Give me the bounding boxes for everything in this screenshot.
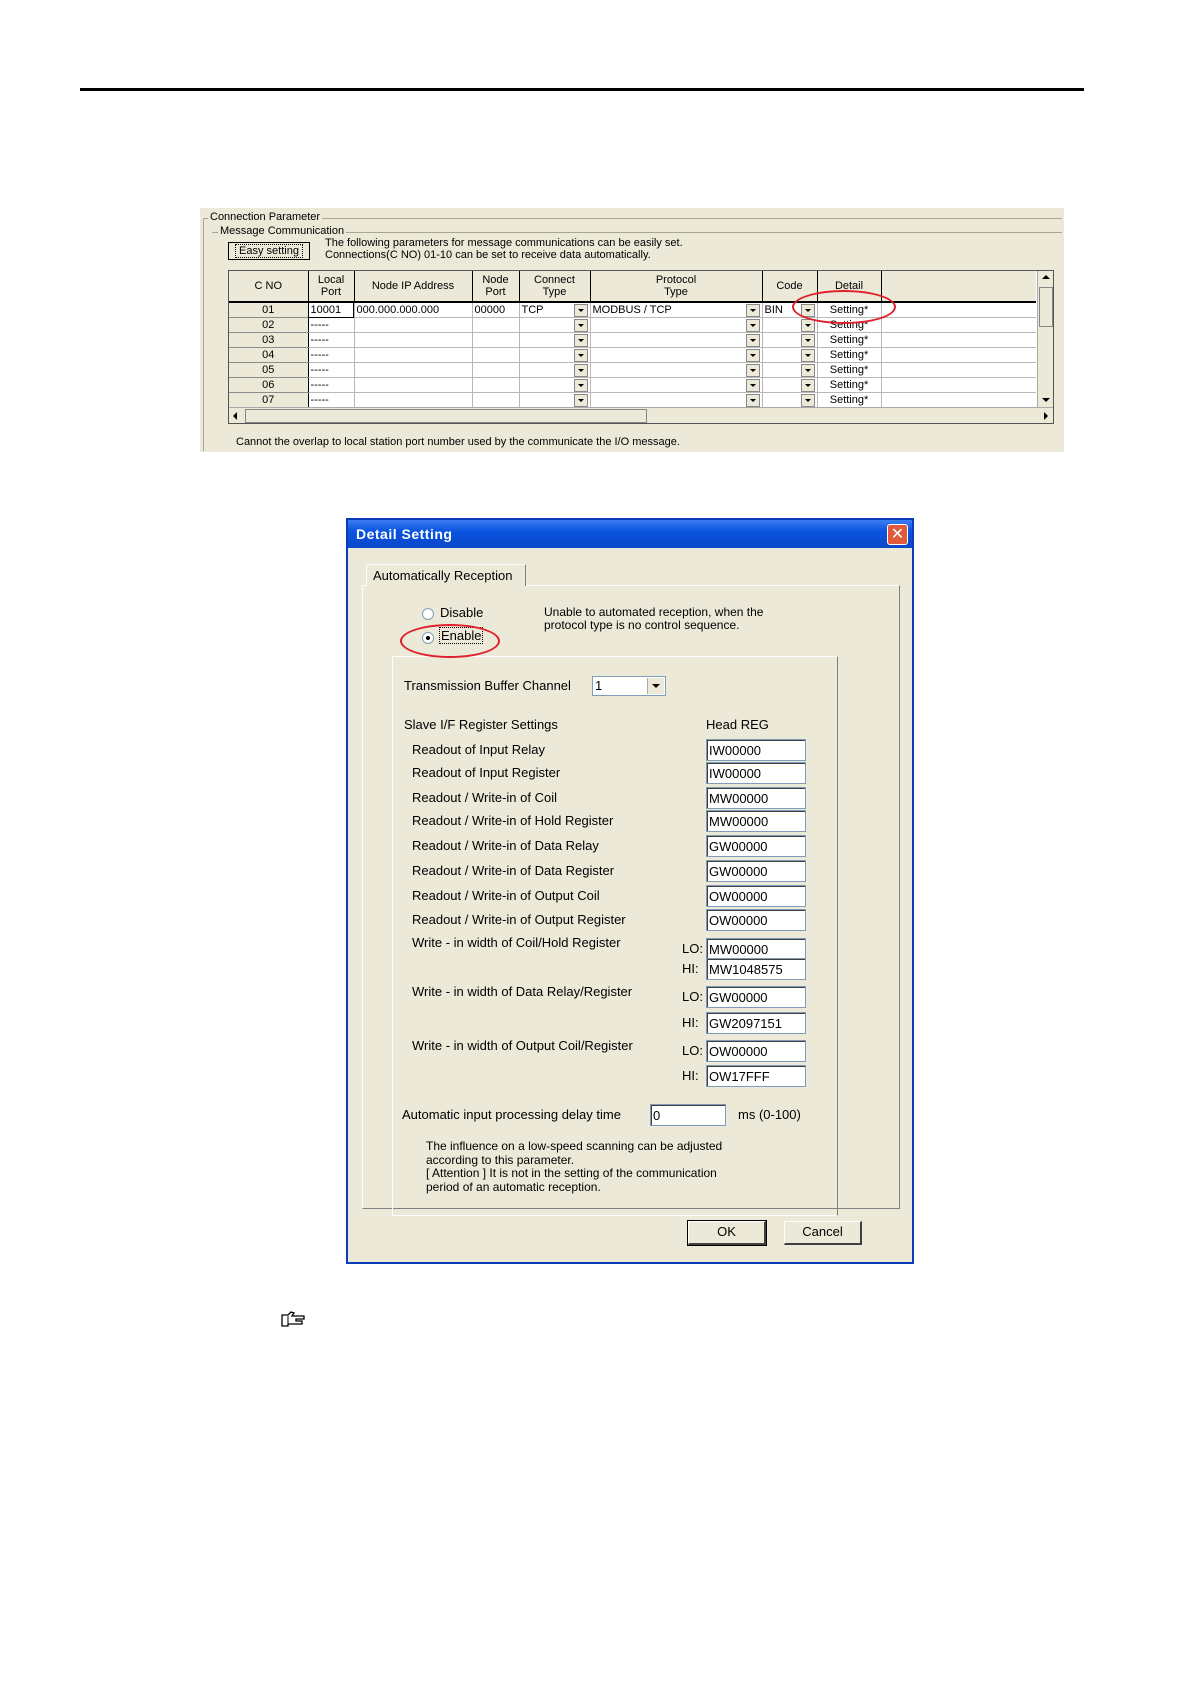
chevron-down-icon[interactable]	[746, 379, 760, 392]
cell-detail[interactable]: Setting*	[817, 302, 881, 318]
chevron-down-icon[interactable]	[746, 319, 760, 332]
header-filler	[881, 271, 1036, 302]
pointing-hand-icon	[280, 1310, 306, 1328]
cell-connect-type[interactable]	[519, 348, 590, 363]
cell-filler	[881, 378, 1036, 393]
cell-node-port[interactable]	[472, 378, 519, 393]
lo-input[interactable]	[706, 986, 806, 1008]
chevron-down-icon[interactable]	[801, 394, 815, 407]
disable-label[interactable]: Disable	[440, 605, 484, 620]
cell-node-port[interactable]	[472, 333, 519, 348]
width-label: Write - in width of Data Relay/Register	[412, 984, 633, 999]
close-icon[interactable]: ✕	[887, 524, 908, 545]
cell-protocol-type[interactable]	[590, 333, 762, 348]
register-label: Readout / Write-in of Data Relay	[412, 838, 599, 853]
description-line-2: Connections(C NO) 01-10 can be set to receive data automatically.	[325, 249, 651, 261]
enable-label-text: Enable	[441, 628, 482, 643]
easy-setting-label: Easy setting	[235, 244, 303, 258]
cell-local-port[interactable]: -----	[308, 393, 354, 408]
header-code: Code	[762, 271, 817, 302]
description-line-1: The following parameters for message communications can be easily set.	[325, 237, 683, 249]
delay-info-line-3: [ Attention ] It is not in the setting of the communication	[426, 1166, 717, 1180]
lo-label: LO:	[682, 989, 703, 1004]
hi-input[interactable]	[706, 958, 806, 980]
hi-label: HI:	[682, 1068, 699, 1083]
port-overlap-note: Cannot the overlap to local station port number used by the communicate the I/O message.	[236, 436, 680, 448]
chevron-down-icon[interactable]	[574, 349, 588, 362]
register-label: Readout / Write-in of Output Register	[412, 912, 626, 927]
chevron-down-icon[interactable]	[647, 678, 664, 694]
cell-filler	[881, 348, 1036, 363]
cell-connect-type[interactable]	[519, 333, 590, 348]
cell-local-port[interactable]: -----	[308, 318, 354, 333]
chevron-down-icon[interactable]	[574, 334, 588, 347]
chevron-down-icon[interactable]	[801, 379, 815, 392]
delay-input[interactable]	[650, 1104, 726, 1126]
cell-local-port[interactable]: 10001	[308, 302, 354, 318]
cell-cno: 02	[229, 318, 308, 333]
chevron-down-icon[interactable]	[574, 379, 588, 392]
hi-label: HI:	[682, 961, 699, 976]
head-reg-label: Head REG	[706, 717, 769, 732]
cell-node-ip[interactable]	[354, 393, 472, 408]
transmission-buffer-label: Transmission Buffer Channel	[404, 678, 571, 693]
register-input[interactable]	[706, 835, 806, 857]
reception-note	[544, 606, 763, 632]
cell-local-port[interactable]: -----	[308, 348, 354, 363]
cell-local-port[interactable]: -----	[308, 378, 354, 393]
chevron-down-icon[interactable]	[746, 364, 760, 377]
cell-protocol-type[interactable]	[590, 318, 762, 333]
horizontal-scroll-thumb[interactable]	[245, 409, 647, 423]
register-label: Readout of Input Relay	[412, 742, 545, 757]
cell-connect-type[interactable]	[519, 378, 590, 393]
scroll-left-icon[interactable]	[229, 408, 243, 423]
cell-protocol-type[interactable]: MODBUS / TCP	[590, 302, 762, 318]
table-row[interactable]	[229, 348, 1036, 363]
header-detail: Detail	[817, 271, 881, 302]
cell-detail[interactable]: Setting*	[817, 333, 881, 348]
table-row[interactable]	[229, 302, 1036, 318]
hi-label: HI:	[682, 1015, 699, 1030]
cell-node-port[interactable]: 00000	[472, 302, 519, 318]
cell-protocol-type[interactable]	[590, 378, 762, 393]
scroll-right-icon[interactable]	[1039, 408, 1053, 423]
dialog-title-bar[interactable]	[348, 520, 912, 548]
cell-local-port[interactable]: -----	[308, 333, 354, 348]
cell-protocol-type[interactable]	[590, 348, 762, 363]
register-input[interactable]	[706, 787, 806, 809]
cell-connect-type[interactable]	[519, 393, 590, 408]
hi-input[interactable]	[706, 1065, 806, 1087]
hi-input[interactable]	[706, 1012, 806, 1034]
lo-input[interactable]	[706, 1040, 806, 1062]
register-label: Readout / Write-in of Hold Register	[412, 813, 614, 828]
cell-connect-type[interactable]	[519, 363, 590, 378]
cell-node-port[interactable]	[472, 348, 519, 363]
cell-filler	[881, 333, 1036, 348]
cell-detail[interactable]: Setting*	[817, 348, 881, 363]
delay-unit: ms (0-100)	[738, 1107, 801, 1122]
register-label: Readout / Write-in of Output Coil	[412, 888, 600, 903]
table-row[interactable]	[229, 318, 1036, 333]
lo-input[interactable]	[706, 938, 806, 960]
cell-connect-type[interactable]	[519, 318, 590, 333]
detail-setting-highlight-oval	[792, 290, 896, 324]
header-node-ip: Node IP Address	[354, 271, 472, 302]
connection-parameter-legend: Connection Parameter	[210, 211, 321, 223]
header-protocol-type: Protocol Type	[590, 271, 762, 302]
delay-label: Automatic input processing delay time	[402, 1107, 621, 1122]
cell-code[interactable]	[762, 333, 817, 348]
cell-local-port[interactable]: -----	[308, 363, 354, 378]
cell-node-ip[interactable]	[354, 363, 472, 378]
register-label: Readout / Write-in of Data Register	[412, 863, 615, 878]
delay-info-line-4: period of an automatic reception.	[426, 1179, 601, 1194]
ok-button[interactable]: OK	[688, 1221, 766, 1245]
header-cno: C NO	[229, 271, 308, 302]
chevron-down-icon[interactable]	[801, 334, 815, 347]
reception-note-line-1: Unable to automated reception, when the	[544, 605, 764, 619]
header-node-port: Node Port	[472, 271, 519, 302]
register-input[interactable]	[706, 909, 806, 931]
scroll-down-icon[interactable]	[1038, 393, 1053, 407]
chevron-down-icon[interactable]	[574, 304, 588, 317]
chevron-down-icon[interactable]	[801, 349, 815, 362]
chevron-down-icon[interactable]	[746, 349, 760, 362]
register-input[interactable]	[706, 885, 806, 907]
table-row[interactable]	[229, 393, 1036, 408]
register-input[interactable]	[706, 810, 806, 832]
connection-grid	[228, 270, 1054, 424]
cell-node-port[interactable]	[472, 318, 519, 333]
lo-label: LO:	[682, 941, 703, 956]
cell-cno: 03	[229, 333, 308, 348]
chevron-down-icon[interactable]	[801, 364, 815, 377]
transmission-buffer-value: 1	[595, 678, 603, 693]
tab-automatically-reception[interactable]: Automatically Reception	[366, 564, 526, 586]
connection-description	[325, 237, 683, 261]
cell-detail[interactable]: Setting*	[817, 363, 881, 378]
cell-cno: 06	[229, 378, 308, 393]
enable-highlight-oval	[400, 624, 500, 658]
vertical-scrollbar[interactable]	[1037, 271, 1053, 407]
chevron-down-icon[interactable]	[574, 394, 588, 407]
cell-filler	[881, 318, 1036, 333]
slave-if-label: Slave I/F Register Settings	[404, 717, 558, 732]
cell-node-ip[interactable]	[354, 318, 472, 333]
register-label: Readout of Input Register	[412, 765, 561, 780]
cell-code[interactable]	[762, 363, 817, 378]
chevron-down-icon[interactable]	[746, 304, 760, 317]
chevron-down-icon[interactable]	[574, 364, 588, 377]
cell-protocol-type[interactable]	[590, 393, 762, 408]
register-input[interactable]	[706, 762, 806, 784]
table-row[interactable]	[229, 333, 1036, 348]
connection-parameter-panel	[200, 208, 1064, 452]
disable-radio[interactable]	[422, 608, 434, 620]
cell-detail[interactable]: Setting*	[817, 393, 881, 408]
table-row[interactable]	[229, 378, 1036, 393]
register-label: Readout / Write-in of Coil	[412, 790, 557, 805]
delay-info-line-1: The influence on a low-speed scanning can be adjusted	[426, 1139, 723, 1153]
width-label: Write - in width of Coil/Hold Register	[412, 935, 621, 950]
cell-code[interactable]: BIN	[762, 302, 817, 318]
chevron-down-icon[interactable]	[746, 394, 760, 407]
reception-note-line-2: protocol type is no control sequence.	[544, 618, 740, 632]
cell-filler	[881, 393, 1036, 408]
register-input[interactable]	[706, 860, 806, 882]
scroll-up-icon[interactable]	[1038, 271, 1053, 285]
cell-code[interactable]	[762, 393, 817, 408]
transmission-buffer-select[interactable]	[592, 676, 666, 696]
connection-table	[229, 271, 1036, 408]
header-local-port: Local Port	[308, 271, 354, 302]
width-label: Write - in width of Output Coil/Register	[412, 1038, 633, 1053]
lo-label: LO:	[682, 1043, 703, 1058]
message-communication-legend: Message Communication	[220, 225, 345, 237]
cell-cno: 05	[229, 363, 308, 378]
cell-detail[interactable]: Setting*	[817, 318, 881, 333]
header-connect-type: Connect Type	[519, 271, 590, 302]
cell-cno: 07	[229, 393, 308, 408]
cell-protocol-type[interactable]	[590, 363, 762, 378]
chevron-down-icon[interactable]	[574, 319, 588, 332]
cell-node-port[interactable]	[472, 363, 519, 378]
cell-cno: 04	[229, 348, 308, 363]
cell-node-ip[interactable]	[354, 378, 472, 393]
horizontal-scrollbar[interactable]	[229, 407, 1053, 423]
cell-detail[interactable]: Setting*	[817, 378, 881, 393]
vertical-scroll-thumb[interactable]	[1039, 287, 1053, 327]
cell-node-port[interactable]	[472, 393, 519, 408]
register-input[interactable]	[706, 739, 806, 761]
cell-code[interactable]	[762, 378, 817, 393]
easy-setting-button[interactable]	[228, 242, 310, 260]
table-row[interactable]	[229, 363, 1036, 378]
delay-info-line-2: according to this parameter.	[426, 1152, 575, 1167]
cell-connect-type[interactable]: TCP	[519, 302, 590, 318]
cell-node-ip[interactable]	[354, 333, 472, 348]
cell-node-ip[interactable]: 000.000.000.000	[354, 302, 472, 318]
cell-code[interactable]	[762, 348, 817, 363]
chevron-down-icon[interactable]	[746, 334, 760, 347]
cell-filler	[881, 363, 1036, 378]
dialog-title: Detail Setting	[356, 526, 453, 542]
cell-node-ip[interactable]	[354, 348, 472, 363]
page-top-rule	[80, 88, 1084, 91]
cell-filler	[881, 302, 1036, 318]
delay-info	[426, 1140, 722, 1194]
cancel-button[interactable]: Cancel	[784, 1221, 862, 1245]
cell-cno: 01	[229, 302, 308, 318]
